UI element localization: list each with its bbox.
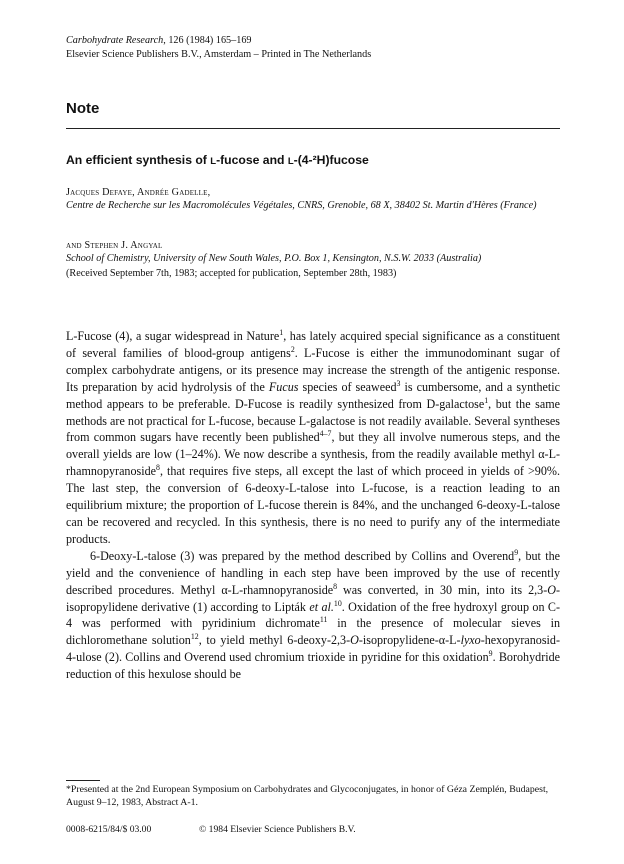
journal-header [66, 34, 371, 61]
footnote: *Presented at the 2nd European Symposium on Carbohydrates and Glycoconjugates, in honor of Géza Zemplén, Budapest, August 9–12, 1983, Abstract A-1. [66, 784, 549, 808]
publisher-line: Elsevier Science Publishers B.V., Amsterdam – Printed in The Netherlands [66, 48, 372, 60]
author-affiliation: School of Chemistry, University of New South Wales, P.O. Box 1, Kensington, N.S.W. 2033 (Australia) [66, 253, 482, 265]
body-paragraph: L-Fucose (4), a sugar widespread in Nature$^1$, has lately acquired special significance as a constituent of several families of blood-group antigens$^2$. L-Fucose is either the immunodominant sugar of complex carbohydrate antigens, or its presence may increase the strength of the antigenic response. Its preparation by acid hydrolysis of the Fucus species of seaweed$^3$ is cumbersome, and a synthetic method appears to be preferable. D-Fucose is readily synthesized from D-galactose$^1$, but the same methods are not practical for L-fucose, because L-galactose is not readily available. Several syntheses from common sugars have recently been published$^{4-7}$, but they all involve numerous steps, and the overall yields are low (1–24%). We now describe a synthesis, from the readily available methyl α-L-rhamnopyranoside$^8$, that requires five steps, all except the last of which proceed in yields of >90%. The last step, the conversion of 6-deoxy-L-talose into L-fucose, is a reaction leading to an equilibrium mixture; the proportion of L-fucose therein is 84%, and the unchanged 6-deoxy-L-talose can be recovered and recycled. In this synthesis, there is no need to purify any of the intermediate products. [66, 327, 561, 546]
copyright-line: © 1984 Elsevier Science Publishers B.V. [199, 824, 356, 835]
author-affiliation: Centre de Recherche sur les Macromolécules Végétales, CNRS, Grenoble, 68 X, 38402 St. Martin d'Hères (France) [66, 200, 537, 212]
received-dates: (Received September 7th, 1983; accepted for publication, September 28th, 1983) [66, 268, 397, 279]
footnote-rule [66, 780, 100, 781]
author-block-1 [66, 186, 560, 212]
header-rule [66, 128, 560, 129]
journal-name: Carbohydrate Research [66, 35, 164, 46]
journal-citation: , 126 (1984) 165–169 [163, 35, 252, 46]
article-title: An efficient synthesis of L-fucose and L-(4-²H)fucose [66, 153, 369, 167]
issn-code: 0008-6215/84/$ 03.00 [66, 824, 152, 835]
body-paragraph: 6-Deoxy-L-talose (3) was prepared by the method described by Collins and Overend$^9$, but the yield and the convenience of handling in each step have been improved by the use of recently described procedures. Methyl α-L-rhamnopyranoside$^8$ was converted, in 30 min, into its 2,3-O-isopropylidene derivative (1) according to Lipták et al.$^{10}$. Oxidation of the free hydroxyl group on C-4 was performed with pyridinium dichromate$^{11}$ in the presence of molecular sieves in dichloromethane solution$^{12}$, to yield methyl 6-deoxy-2,3-O-isopropylidene-α-L-lyxo-hexopyranosid-4-ulose (2). Collins and Overend used chromium trioxide in pyridine for this oxidation$^9$. Borohydride reduction of this hexulose should be [66, 547, 561, 682]
author-names: Jacques Defaye, Andrée Gadelle, [66, 187, 211, 198]
author-block-2 [66, 239, 560, 265]
section-label: Note [66, 100, 100, 117]
article-body [66, 328, 560, 683]
author-names: and Stephen J. Angyal [66, 240, 163, 251]
